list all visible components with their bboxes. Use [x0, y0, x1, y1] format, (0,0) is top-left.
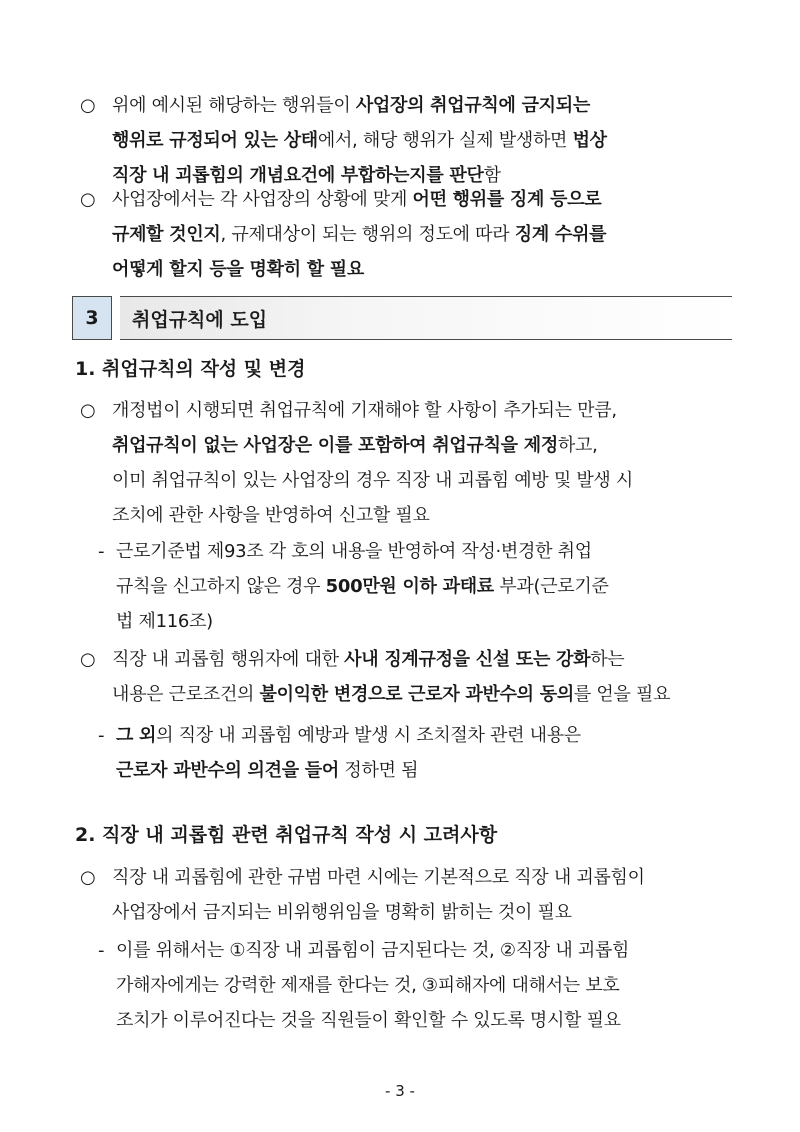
text-span: 규칙을 신고하지 않은 경우: [116, 576, 326, 597]
text-span: 에서, 해당 행위가 실제 발생하면: [317, 130, 573, 151]
dash-marker: -: [98, 725, 105, 746]
text-line: [112, 895, 645, 930]
bullet-text: [112, 860, 645, 930]
dash-marker: -: [98, 541, 105, 562]
text-span: 정하면 됨: [338, 760, 419, 781]
text-span: 의 직장 내 괴롭힘 예방과 발생 시 조치절차 관련 내용은: [156, 725, 581, 746]
bold-text: 어떻게 할지 등을 명확히 할 필요: [112, 259, 364, 280]
text-span: 내용은 근로조건의: [112, 684, 260, 705]
text-span: 근로기준법 제93조 각 호의 내용을 반영하여 작성·변경한 취업: [116, 541, 592, 562]
dash-text: [116, 534, 609, 639]
text-line: [112, 642, 670, 677]
text-line: [112, 217, 606, 252]
text-span: 법 제116조): [116, 611, 213, 632]
bullet-item: [80, 393, 730, 533]
dash-item: [98, 718, 728, 788]
bullet-marker: ○: [80, 95, 96, 116]
bold-text: 그 외: [116, 725, 157, 746]
subsection-heading: 2. 직장 내 괴롭힘 관련 취업규칙 작성 시 고려사항: [75, 824, 498, 846]
text-span: 이미 취업규칙이 있는 사업장의 경우 직장 내 괴롭힘 예방 및 발생 시: [112, 470, 634, 491]
bold-text: 어떤 행위를 징계 등으로: [412, 189, 602, 210]
bullet-item: [80, 642, 730, 712]
bullet-item: [80, 860, 730, 930]
bold-text: 불이익한 변경으로 근로자 과반수의 동의: [259, 684, 574, 705]
text-line: [112, 88, 607, 123]
text-span: 하는: [590, 649, 625, 670]
page-number: - 3 -: [385, 1082, 415, 1100]
text-span: 조치가 이루어진다는 것을 직원들이 확인할 수 있도록 명시할 필요: [116, 1010, 621, 1031]
dash-marker: -: [98, 940, 105, 961]
bullet-item: [80, 88, 730, 193]
text-line: [112, 252, 606, 287]
bold-text: 법상: [572, 130, 607, 151]
text-line: [112, 428, 633, 463]
text-span: 이를 위해서는 ①직장 내 괴롭힘이 금지된다는 것, ②직장 내 괴롭힘: [116, 940, 630, 961]
bold-text: 직장 내 괴롭힘의 개념요건에 부합하는지를 판단: [112, 165, 484, 186]
bullet-text: [112, 182, 606, 287]
bold-text: 사업장의 취업규칙에 금지되는: [355, 95, 590, 116]
dash-item: [98, 534, 728, 639]
bullet-marker: ○: [80, 867, 96, 888]
bullet-text: [112, 393, 633, 533]
text-span: 조치에 관한 사항을 반영하여 신고할 필요: [112, 505, 430, 526]
text-line: [116, 569, 609, 604]
text-span: 사업장에서 금지되는 비위행위임을 명확히 밝히는 것이 필요: [112, 902, 572, 923]
text-line: [116, 604, 609, 639]
bullet-marker: ○: [80, 400, 96, 421]
text-line: [112, 123, 607, 158]
text-line: [116, 753, 581, 788]
text-line: [116, 718, 581, 753]
section-header: [72, 296, 732, 340]
text-span: 개정법이 시행되면 취업규칙에 기재해야 할 사항이 추가되는 만큼,: [112, 400, 617, 421]
section-number: 3: [72, 296, 112, 340]
text-line: [112, 498, 633, 533]
bold-text: 행위로 규정되어 있는 상태: [112, 130, 318, 151]
text-line: [112, 860, 645, 895]
text-span: 를 얻을 필요: [573, 684, 671, 705]
text-line: [112, 677, 670, 712]
section-title: 취업규칙에 도입: [120, 296, 732, 340]
text-span: 직장 내 괴롭힘 행위자에 대한: [112, 649, 345, 670]
bold-text: 규제할 것인지: [112, 224, 221, 245]
bullet-text: [112, 88, 607, 193]
bullet-item: [80, 182, 730, 287]
bullet-marker: ○: [80, 649, 96, 670]
text-span: 하고,: [557, 435, 598, 456]
text-span: 위에 예시된 해당하는 행위들이: [112, 95, 356, 116]
text-line: [112, 182, 606, 217]
dash-text: [116, 718, 581, 788]
text-span: , 규제대상이 되는 행위의 정도에 따라: [220, 224, 515, 245]
bullet-marker: ○: [80, 189, 96, 210]
subsection-heading: 1. 취업규칙의 작성 및 변경: [75, 358, 306, 380]
bold-text: 징계 수위를: [514, 224, 607, 245]
text-line: [112, 393, 633, 428]
bold-text: 500만원 이하 과태료: [325, 576, 494, 597]
text-span: 사업장에서는 각 사업장의 상황에 맞게: [112, 189, 413, 210]
bullet-text: [112, 642, 670, 712]
text-span: 직장 내 괴롭힘에 관한 규범 마련 시에는 기본적으로 직장 내 괴롭힘이: [112, 867, 645, 888]
text-span: 가해자에게는 강력한 제재를 한다는 것, ③피해자에 대해서는 보호: [116, 975, 620, 996]
dash-text: [116, 933, 629, 1038]
text-line: [116, 933, 629, 968]
text-span: 부과(근로기준: [493, 576, 609, 597]
bold-text: 취업규칙이 없는 사업장은 이를 포함하여 취업규칙을 제정: [112, 435, 558, 456]
text-line: [116, 534, 609, 569]
text-span: 함: [483, 165, 501, 186]
text-line: [116, 968, 629, 1003]
bold-text: 근로자 과반수의 의견을 들어: [116, 760, 339, 781]
text-line: [116, 1003, 629, 1038]
bold-text: 사내 징계규정을 신설 또는 강화: [344, 649, 591, 670]
text-line: [112, 463, 633, 498]
dash-item: [98, 933, 728, 1038]
